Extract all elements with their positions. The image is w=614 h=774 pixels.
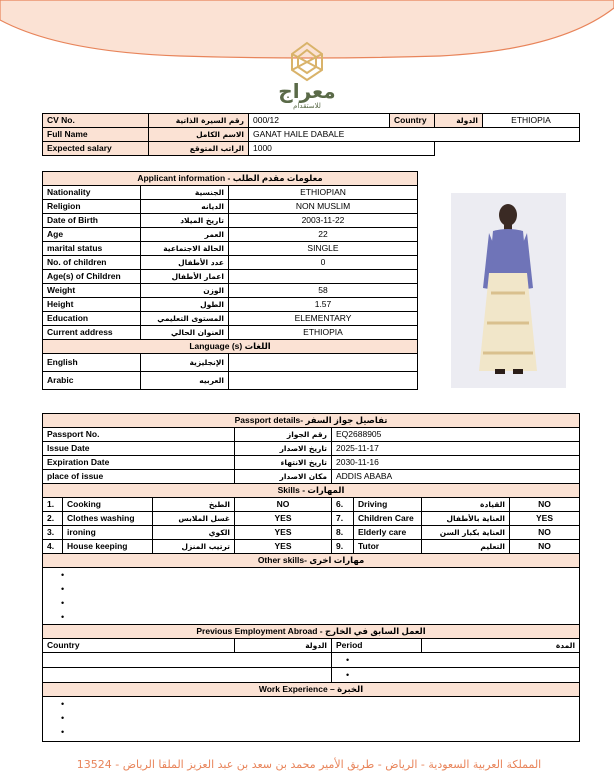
applicant-table — [42, 171, 418, 390]
table-row — [43, 540, 580, 554]
skill-label: Cooking — [63, 498, 153, 512]
table-row — [43, 498, 580, 512]
top-info-table — [42, 113, 580, 156]
table-row — [43, 228, 418, 242]
table-row — [43, 284, 418, 298]
row-label: Age — [43, 228, 141, 242]
list-item: • — [61, 584, 65, 594]
table-row — [43, 186, 418, 200]
table-row — [43, 298, 418, 312]
skill-number: 6. — [332, 498, 354, 512]
skill-label: Elderly care — [354, 526, 422, 540]
skill-label: Driving — [354, 498, 422, 512]
company-logo — [262, 40, 352, 110]
row-label: marital status — [43, 242, 141, 256]
row-label: Passport No. — [43, 428, 235, 442]
row-value: ETHIOPIA — [229, 326, 418, 340]
salary-label: Expected salary — [43, 142, 149, 156]
row-label: Age(s) of Children — [43, 270, 141, 284]
skill-label-ar: القيادة — [422, 498, 510, 512]
passport-title: Passport details- تفاصيل جواز السفر — [43, 414, 580, 428]
footer-address: المملكة العربية السعودية - الرياض - طريق الأمير محمد بن سعد بن عبد العزيز الملقا الرياض - 13524 — [76, 758, 542, 771]
language-label: Arabic — [43, 372, 141, 390]
language-label-ar: الإنجليزية — [141, 354, 229, 372]
table-row — [43, 312, 418, 326]
skill-number: 9. — [332, 540, 354, 554]
logo-name: معراج — [278, 79, 336, 103]
skill-label: Tutor — [354, 540, 422, 554]
row-label-ar: العمر — [141, 228, 229, 242]
name-value: GANAT HAILE DABALE — [249, 128, 580, 142]
skill-value: NO — [235, 498, 332, 512]
table-row — [43, 442, 580, 456]
row-label-ar: العنوان الحالي — [141, 326, 229, 340]
row-label-ar: تاريخ الميلاد — [141, 214, 229, 228]
salary-label-ar: الراتب المتوقع — [149, 142, 249, 156]
row-label: Height — [43, 298, 141, 312]
applicant-photo — [451, 193, 566, 388]
person-photo-icon — [451, 193, 566, 388]
list-item: • — [61, 570, 65, 580]
work-experience-title: Work Experience – الخبرة — [43, 683, 580, 697]
employment-title: Previous Employment Abroad - العمل السابق في الخارج — [43, 625, 580, 639]
skill-label: Children Care — [354, 512, 422, 526]
row-value: ELEMENTARY — [229, 312, 418, 326]
skill-number: 2. — [43, 512, 63, 526]
employment-period-label-ar: المدة — [422, 639, 580, 653]
row-label: No. of children — [43, 256, 141, 270]
table-row — [43, 354, 418, 372]
employment-country-cell — [43, 668, 332, 683]
row-value: SINGLE — [229, 242, 418, 256]
skill-label-ar: العناية بالأطفال — [422, 512, 510, 526]
skill-label-ar: غسل الملابس — [153, 512, 235, 526]
row-value: 58 — [229, 284, 418, 298]
employment-period-cell: • — [332, 668, 580, 683]
skill-label-ar: الكوي — [153, 526, 235, 540]
skill-value: YES — [235, 540, 332, 554]
row-label: Education — [43, 312, 141, 326]
skills-title: Skills - المهارات — [43, 484, 580, 498]
employment-period-cell: • — [332, 653, 580, 668]
row-label: place of issue — [43, 470, 235, 484]
table-row — [43, 512, 580, 526]
skill-number: 7. — [332, 512, 354, 526]
language-label: English — [43, 354, 141, 372]
row-value — [229, 270, 418, 284]
table-row — [43, 456, 580, 470]
row-label-ar: عدد الأطفال — [141, 256, 229, 270]
row-label-ar: الحالة الاجتماعية — [141, 242, 229, 256]
country-value: ETHIOPIA — [483, 114, 580, 128]
skill-label: ironing — [63, 526, 153, 540]
work-experience-list — [43, 697, 580, 742]
skill-label: Clothes washing — [63, 512, 153, 526]
row-label: Nationality — [43, 186, 141, 200]
table-row — [43, 526, 580, 540]
skill-value: NO — [510, 498, 580, 512]
skill-label-ar: العناية بكبار السن — [422, 526, 510, 540]
row-label-ar: رقم الجواز — [235, 428, 332, 442]
row-label-ar: الجنسية — [141, 186, 229, 200]
list-item: • — [61, 713, 65, 723]
table-row — [43, 326, 418, 340]
table-row — [43, 668, 580, 683]
employment-period-label: Period — [332, 639, 422, 653]
other-skills-title: Other skills- مهارات اخرى — [43, 554, 580, 568]
list-item: • — [61, 699, 65, 709]
table-row — [43, 653, 580, 668]
name-label-ar: الاسم الكامل — [149, 128, 249, 142]
row-value: ETHIOPIAN — [229, 186, 418, 200]
table-row — [43, 470, 580, 484]
list-item: • — [61, 598, 65, 608]
table-row — [43, 214, 418, 228]
table-row — [43, 200, 418, 214]
country-label: Country — [390, 114, 435, 128]
row-label: Weight — [43, 284, 141, 298]
table-row — [43, 270, 418, 284]
table-row — [43, 372, 418, 390]
row-label: Issue Date — [43, 442, 235, 456]
language-value — [229, 354, 418, 372]
skill-value: YES — [235, 512, 332, 526]
row-value: 2030-11-16 — [332, 456, 580, 470]
row-label-ar: الطول — [141, 298, 229, 312]
row-value: NON MUSLIM — [229, 200, 418, 214]
row-label: Current address — [43, 326, 141, 340]
skill-value: NO — [510, 526, 580, 540]
skill-value: YES — [235, 526, 332, 540]
skill-number: 8. — [332, 526, 354, 540]
name-label: Full Name — [43, 128, 149, 142]
logo-emblem-icon — [262, 40, 352, 82]
skill-number: 4. — [43, 540, 63, 554]
row-label-ar: تاريخ الانتهاء — [235, 456, 332, 470]
row-label-ar: الديانه — [141, 200, 229, 214]
cv-label-ar: رقم السيرة الذاتية — [149, 114, 249, 128]
cv-label: CV No. — [43, 114, 149, 128]
applicant-title: Applicant information - معلومات مقدم الطلب — [43, 172, 418, 186]
row-label-ar: اعمار الأطفال — [141, 270, 229, 284]
skill-label-ar: التعليم — [422, 540, 510, 554]
table-row — [43, 256, 418, 270]
cv-value: 000/12 — [249, 114, 390, 128]
employment-country-cell — [43, 653, 332, 668]
table-row — [43, 428, 580, 442]
skill-value: NO — [510, 540, 580, 554]
row-label-ar: تاريخ الاصدار — [235, 442, 332, 456]
row-value: 0 — [229, 256, 418, 270]
row-value: 2003-11-22 — [229, 214, 418, 228]
passport-skills-table — [42, 413, 580, 742]
row-label: Expiration Date — [43, 456, 235, 470]
employment-country-label-ar: الدولة — [235, 639, 332, 653]
table-row — [43, 242, 418, 256]
skill-label: House keeping — [63, 540, 153, 554]
skill-label-ar: ترتيب المنزل — [153, 540, 235, 554]
skill-value: YES — [510, 512, 580, 526]
salary-value: 1000 — [249, 142, 435, 156]
language-title: Language (s) اللغات — [43, 340, 418, 354]
row-value: 22 — [229, 228, 418, 242]
skill-number: 1. — [43, 498, 63, 512]
other-skills-list — [43, 568, 580, 625]
row-value: ADDIS ABABA — [332, 470, 580, 484]
list-item: • — [61, 727, 65, 737]
row-value: 2025-11-17 — [332, 442, 580, 456]
employment-country-label: Country — [43, 639, 235, 653]
row-label-ar: الوزن — [141, 284, 229, 298]
skill-label-ar: الطبخ — [153, 498, 235, 512]
list-item: • — [61, 612, 65, 622]
country-label-ar: الدولة — [435, 114, 483, 128]
row-label-ar: المستوى التعليمي — [141, 312, 229, 326]
row-label: Religion — [43, 200, 141, 214]
row-value: 1.57 — [229, 298, 418, 312]
row-label: Date of Birth — [43, 214, 141, 228]
language-label-ar: العربيه — [141, 372, 229, 390]
row-label-ar: مكان الاصدار — [235, 470, 332, 484]
skill-number: 3. — [43, 526, 63, 540]
language-value — [229, 372, 418, 390]
row-value: EQ2688905 — [332, 428, 580, 442]
logo-tagline: للاستقدام — [293, 103, 321, 110]
